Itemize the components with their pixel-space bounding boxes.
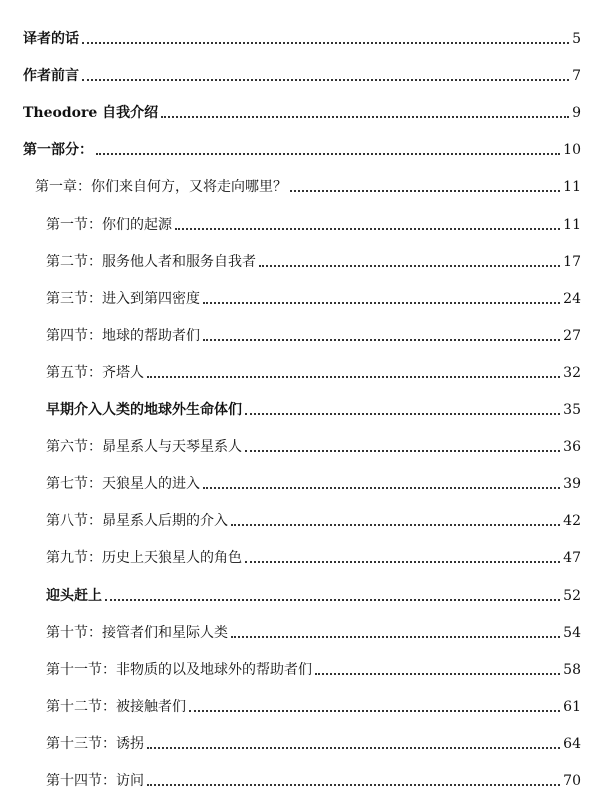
toc-leader-dots [203, 302, 560, 304]
toc-leader-dots [82, 42, 569, 44]
toc-entry[interactable] [23, 137, 581, 159]
toc-entry-page: 32 [563, 364, 581, 381]
toc-entry-page: 27 [563, 327, 581, 344]
toc-leader-dots [231, 636, 560, 638]
toc-entry[interactable] [46, 323, 581, 345]
toc-entry[interactable] [46, 249, 581, 271]
toc-entry-title: 第十节：接管者们和星际人类 [46, 624, 228, 641]
toc-entry[interactable] [46, 286, 581, 308]
toc-entry[interactable] [46, 360, 581, 382]
toc-entry-title: 译者的话 [23, 31, 79, 47]
toc-leader-dots [96, 153, 560, 155]
toc-entry[interactable] [46, 583, 581, 605]
toc-entry-page: 5 [572, 31, 581, 47]
toc-entry-title: Theodore 自我介绍 [23, 105, 159, 122]
toc-leader-dots [147, 784, 560, 786]
toc-entry-title: 第六节：昴星系人与天琴星系人 [46, 439, 242, 456]
toc-entry[interactable] [46, 212, 581, 234]
toc-entry-title: 第十四节：访问 [46, 773, 144, 789]
toc-leader-dots [203, 339, 560, 341]
toc-leader-dots [203, 487, 560, 489]
toc-entry-title: 迎头赶上 [46, 587, 102, 604]
toc-entry[interactable] [23, 26, 581, 48]
toc-leader-dots [147, 376, 560, 378]
toc-leader-dots [147, 747, 560, 749]
toc-entry[interactable] [46, 620, 581, 642]
toc-leader-dots [315, 673, 560, 675]
toc-entry-page: 39 [563, 476, 581, 493]
toc-entry-title: 第九节：历史上天狼星人的角色 [46, 550, 242, 567]
toc-entry-page: 42 [563, 513, 581, 530]
toc-entry-page: 47 [563, 550, 581, 567]
toc-leader-dots [259, 265, 560, 267]
toc-entry-page: 64 [563, 735, 581, 752]
toc-entry[interactable] [35, 174, 581, 196]
toc-entry-page: 52 [563, 587, 581, 604]
toc-entry-page: 7 [572, 68, 581, 85]
toc-entry-page: 10 [563, 142, 581, 159]
toc-entry-title: 第七节：天狼星人的进入 [46, 476, 200, 493]
toc-entry-page: 11 [563, 216, 581, 233]
toc-entry-title: 第一章：你们来自何方，又将走向哪里？ [35, 179, 287, 196]
toc-entry-title: 第十三节：诱拐 [46, 735, 144, 752]
toc-leader-dots [105, 599, 560, 601]
toc-entry-page: 61 [563, 698, 581, 715]
toc-entry[interactable] [46, 731, 581, 753]
toc-leader-dots [189, 710, 560, 712]
toc-entry-title: 第四节：地球的帮助者们 [46, 327, 200, 344]
toc-entry-title: 第一节：你们的起源 [46, 216, 172, 233]
toc-leader-dots [245, 413, 560, 415]
toc-entry-page: 35 [563, 402, 581, 418]
toc-entry-page: 58 [563, 661, 581, 678]
toc-entry[interactable] [46, 434, 581, 456]
toc-entry[interactable] [46, 657, 581, 679]
toc-entry-title: 作者前言 [23, 68, 79, 85]
toc-leader-dots [82, 79, 569, 81]
toc-entry-title: 第十一节：非物质的以及地球外的帮助者们 [46, 661, 312, 678]
toc-leader-dots [245, 561, 560, 563]
toc-entry-page: 9 [572, 105, 581, 122]
toc-entry[interactable] [46, 545, 581, 567]
toc-entry[interactable] [46, 768, 581, 790]
toc-entry[interactable] [23, 63, 581, 85]
toc-entry-title: 第十二节：被接触者们 [46, 698, 186, 715]
toc-entry-title: 第三节：进入到第四密度 [46, 290, 200, 307]
toc-entry-page: 11 [563, 179, 581, 196]
toc-entry-title: 第一部分： [23, 142, 93, 159]
toc-entry-title: 第二节：服务他人者和服务自我者 [46, 253, 256, 270]
toc-entry[interactable] [46, 508, 581, 530]
toc-entry-title: 第八节：昴星系人后期的介入 [46, 513, 228, 530]
toc-entry[interactable] [23, 100, 581, 122]
toc-leader-dots [290, 190, 560, 192]
toc-entry[interactable] [46, 397, 581, 419]
toc-leader-dots [161, 116, 569, 118]
toc-entry-page: 70 [563, 773, 581, 789]
toc-entry-page: 24 [563, 290, 581, 307]
toc-entry-title: 第五节：齐塔人 [46, 364, 144, 381]
toc-entry-page: 36 [563, 439, 581, 456]
toc-entry-title: 早期介入人类的地球外生命体们 [46, 402, 242, 418]
toc-entry-page: 17 [563, 253, 581, 270]
toc-leader-dots [231, 524, 560, 526]
toc-leader-dots [175, 228, 560, 230]
toc-leader-dots [245, 450, 560, 452]
toc-entry[interactable] [46, 471, 581, 493]
toc-entry-page: 54 [563, 624, 581, 641]
toc-entry[interactable] [46, 694, 581, 716]
